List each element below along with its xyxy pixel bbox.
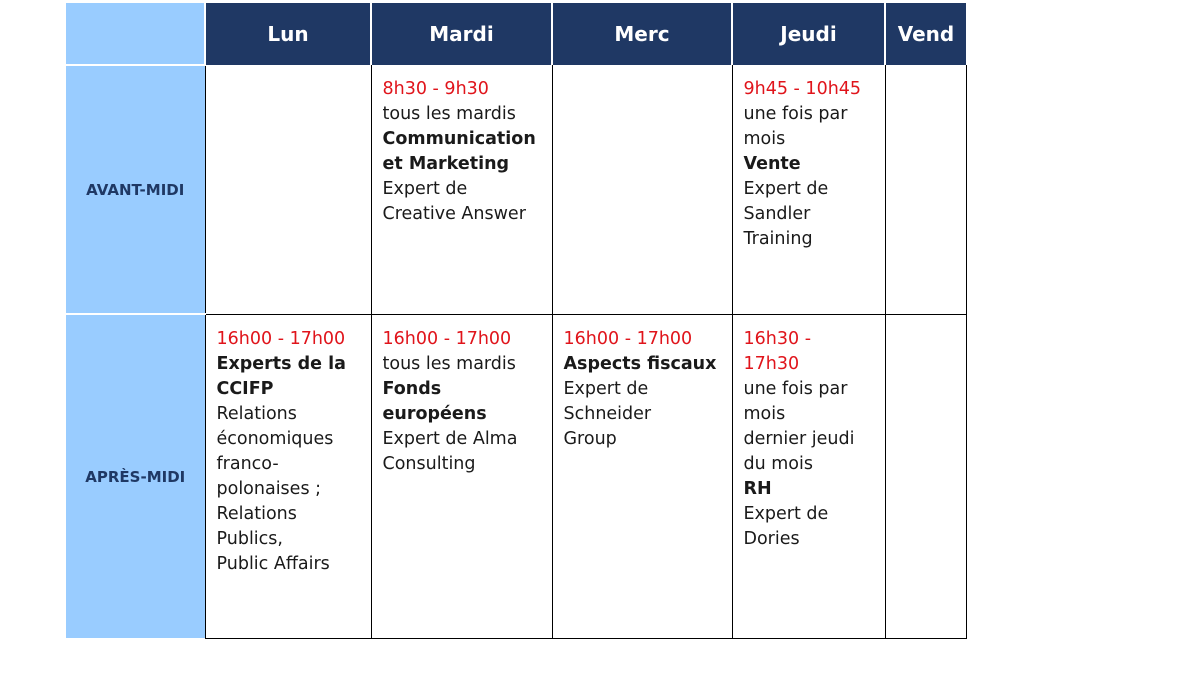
time-text: 17h30 (743, 353, 800, 374)
cell-afternoon-jeudi (732, 314, 885, 638)
frequency-text: une fois par (743, 104, 848, 124)
expert-text: Expert de (743, 503, 829, 524)
frequency-text: une fois par (743, 378, 848, 399)
expert-text: Creative Answer (382, 204, 526, 224)
row-label-afternoon: APRÈS-MIDI (66, 314, 205, 638)
description-text: Publics, (216, 528, 283, 549)
row-label-morning: AVANT-MIDI (66, 65, 205, 314)
header-jeudi: Jeudi (732, 3, 885, 65)
topic-text: Experts de la (216, 353, 346, 374)
topic-text: RH (743, 478, 772, 499)
when-text: dernier jeudi (743, 428, 855, 449)
description-text: Public Affairs (216, 553, 330, 574)
when-text: du mois (743, 453, 813, 474)
header-vend: Vend (885, 3, 966, 65)
time-text: 16h30 - (743, 328, 812, 349)
header-lun: Lun (205, 3, 371, 65)
header-row (66, 3, 966, 65)
expert-text: Expert de (563, 378, 649, 399)
time-text: 9h45 - 10h45 (743, 79, 862, 99)
time-text: 8h30 - 9h30 (382, 79, 489, 99)
frequency-text: tous les mardis (382, 104, 516, 124)
afternoon-row (66, 314, 966, 638)
expert-text: Dories (743, 528, 800, 549)
cell-afternoon-lun (205, 314, 371, 638)
expert-text: Expert de (382, 179, 468, 199)
cell-morning-merc (552, 65, 732, 314)
description-text: économiques (216, 428, 334, 449)
morning-row (66, 65, 966, 314)
expert-text: Training (743, 229, 813, 249)
frequency-text: tous les mardis (382, 353, 516, 374)
description-text: Relations (216, 403, 297, 424)
time-text: 16h00 - 17h00 (382, 328, 512, 349)
frequency-text: mois (743, 403, 786, 424)
cell-afternoon-merc (552, 314, 732, 638)
expert-text: Consulting (382, 453, 476, 474)
time-text: 16h00 - 17h00 (563, 328, 693, 349)
cell-afternoon-mardi (371, 314, 552, 638)
topic-text: et Marketing (382, 154, 510, 174)
description-text: franco- (216, 453, 279, 474)
expert-text: Expert de (743, 179, 829, 199)
header-mardi: Mardi (371, 3, 552, 65)
schedule-table (66, 3, 967, 639)
cell-morning-vend (885, 65, 966, 314)
header-merc: Merc (552, 3, 732, 65)
cell-morning-lun (205, 65, 371, 314)
topic-text: Communication (382, 129, 536, 149)
expert-text: Sandler (743, 204, 811, 224)
cell-morning-mardi (371, 65, 552, 314)
frequency-text: mois (743, 129, 786, 149)
topic-text: Aspects fiscaux (563, 353, 717, 374)
description-text: Relations (216, 503, 297, 524)
header-corner (66, 3, 205, 65)
topic-text: Fonds (382, 378, 442, 399)
topic-text: européens (382, 403, 487, 424)
expert-text: Expert de Alma (382, 428, 518, 449)
time-text: 16h00 - 17h00 (216, 328, 346, 349)
expert-text: Schneider (563, 403, 652, 424)
cell-afternoon-vend (885, 314, 966, 638)
topic-text: Vente (743, 154, 801, 174)
expert-text: Group (563, 428, 617, 449)
cell-morning-jeudi (732, 65, 885, 314)
description-text: polonaises ; (216, 478, 322, 499)
topic-text: CCIFP (216, 378, 274, 399)
